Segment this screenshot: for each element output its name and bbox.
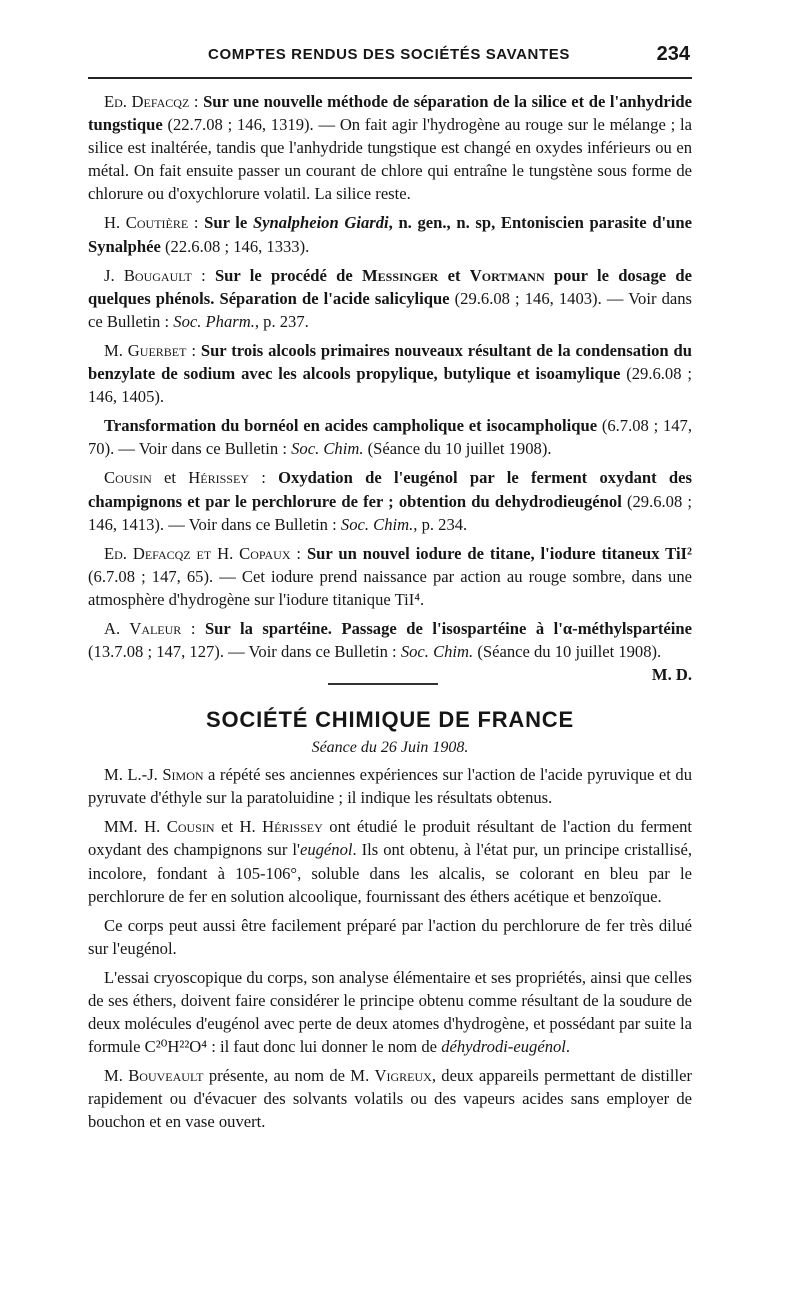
running-title: COMPTES RENDUS DES SOCIÉTÉS SAVANTES (208, 46, 570, 63)
entry-title-name: Vortmann (469, 265, 545, 285)
person-name: Cousin (166, 817, 215, 837)
entry-text: (13.7.08 ; 147, 127). — Voir dans ce Bulletin : (88, 642, 401, 662)
entry-title: Transformation du bornéol en acides campholique et isocampholique (104, 416, 598, 436)
entry-author: J. Bougault (104, 265, 192, 285)
person-name: Bouveault (128, 1066, 204, 1086)
entry-text: (22.7.08 ; 146, 1319). — On fait agir l'hydrogène au rouge sur le mélange ; la silice est inaltérée, tandis que l'anhydride tungstique est changé en oxydes inférieurs ou en métal. On fait ensuite passer un courant de chlore qui entraîne le tungstène sous forme de chlorure ou d'oxychlorure volatil. La silice reste. (88, 115, 692, 204)
paragraph-simon: M. L.-J. Simon a répété ses anciennes expériences sur l'action de l'acide pyruvique et du pyruvate d'éthyle sur la paratoluidine ; il indique les résultats obtenus. (88, 765, 692, 808)
entry-author: H. Coutière (104, 213, 189, 233)
entry-title: Sur la spartéine. Passage de l'isospartéine à l'α-méthylspartéine (204, 618, 692, 638)
entry-title: Oxydation de l'eugénol par le ferment oxydant des champignons et par le perchlorure de fer ; obtention du dehydrodieugénol (88, 468, 692, 511)
section-divider (328, 683, 438, 685)
paragraph-text: L'essai cryoscopique du corps, son analyse élémentaire et ses propriétés, ainsi que celles de ses éthers, doivent faire considérer le principe obtenu comme résultant de la soudure de deux molécules d'eugénol avec perte de deux atomes d'hydrogène, et possédant par suite la formule C²⁰H²²O⁴ : il faut donc lui donner le nom de (88, 967, 692, 1057)
paragraph-cousin-herissey: MM. H. Cousin et H. Hérissey ont étudié le produit résultant de l'action du ferment oxydant des champignons sur l'eugénol. Ils ont obtenu, à l'état pur, un principe cristallisé, incolore, fondant à 105-106°, soluble dans les alcalis, se colorant en bleu par le perchlorure de fer en solution alcoolique, fournissant des éthers acétique et benzoïque. (88, 817, 693, 906)
entry-reference: Soc. Pharm. (173, 311, 255, 331)
paragraph-text: ont étudié le produit résultant de l'action du ferment oxydant des champignons sur l' (88, 817, 692, 860)
entry-author: M. Guerbet (104, 340, 187, 360)
entry-cousin-herissey: Cousin et Hérissey : Oxydation de l'eugénol par le ferment oxydant des champignons et par le perchlorure de fer ; obtention du dehydrodieugénol (29.6.08 ; 146, 1413). — Voir dans ce Bulletin : Soc. Chim., p. 234. (88, 468, 692, 534)
entry-title: Sur le Synalpheion Giardi, n. gen., n. sp, Entoniscien parasite d'une Synalphée (88, 213, 692, 256)
entry-author: Cousin (104, 468, 152, 488)
entry-bougault: J. Bougault : Sur le procédé de Messinger et Vortmann pour le dosage de quelques phénols. Séparation de l'acide salicylique (29.6.08 ; 146, 1403). — Voir dans ce Bulletin : Soc. Pharm., p. 237. (88, 265, 692, 331)
entry-text: (6.7.08 ; 147, 70). — Voir dans ce Bulletin : (88, 416, 693, 459)
entry-title: Sur un nouvel iodure de titane, l'iodure titaneux TiI² (306, 543, 692, 563)
header-rule (88, 77, 692, 79)
paragraph-italic: eugénol (299, 840, 353, 860)
entry-title: Sur le procédé de Messinger et Vortmann pour le dosage de quelques phénols. Séparation de l'acide salicylique (88, 265, 692, 308)
section-divider-wrap (88, 669, 692, 707)
entry-coutiere: H. Coutière : Sur le Synalpheion Giardi, n. gen., n. sp, Entoniscien parasite d'une Synalphée (22.6.08 ; 146, 1333). (88, 213, 692, 256)
entry-defacqz-copaux: Ed. Defacqz et H. Copaux : Sur un nouvel iodure de titane, l'iodure titaneux TiI² (6.7.08 ; 147, 65). — Cet iodure prend naissance par action au rouge sombre, dans une atmosphère d'hydrogène sur l'iodure titanique TiI⁴. (88, 543, 692, 609)
entry-title: Sur trois alcools primaires nouveaux résultant de la condensation du benzylate de sodium avec les alcools propylique, butylique et isoamylique (88, 340, 692, 384)
entry-transformation (88, 414, 692, 460)
paragraph-text-end: . (565, 1037, 571, 1057)
page-header (88, 40, 690, 72)
entry-text-end: , p. 237. (254, 311, 309, 331)
entry-text: (29.6.08 ; 146, 1413). — Voir dans ce Bulletin : (88, 491, 692, 534)
person-name: Vigreux (374, 1066, 432, 1086)
entry-title-italic: Synalpheion Giardi (252, 213, 389, 233)
paragraph-text-end: . Ils ont obtenu, à l'état pur, un principe cristallisé, incolore, fondant à 105-106°, soluble dans les alcalis, se colorant en bleu par le perchlorure de fer en solution alcoolique, fournissant des éthers acétique et benzoïque. (88, 840, 693, 906)
entry-author: Hérissey (188, 468, 249, 488)
entry-author: Ed. Defacqz et H. Copaux (104, 543, 291, 563)
section-title: SOCIÉTÉ CHIMIQUE DE FRANCE (206, 707, 574, 733)
paragraph-text: a répété ses anciennes expériences sur l'action de l'acide pyruvique et du pyruvate d'éthyle sur la paratoluidine ; il indique les résultats obtenus. (88, 765, 692, 808)
entry-author: Ed. Defacqz (104, 92, 190, 111)
paragraph-text: , deux appareils permettant de distiller rapidement ou d'évacuer des solvants volatils ou des vapeurs acides sans employer de bouchon et en vase ouvert. (88, 1066, 692, 1132)
entry-reference: Soc. Chim. (400, 642, 474, 662)
entry-text-end: (Séance du 10 juillet 1908). (363, 439, 552, 459)
paragraph-cryoscopy (88, 966, 692, 1058)
page-body (88, 90, 692, 1140)
person-name: Simon (162, 765, 204, 785)
entry-reference: Soc. Chim. (340, 514, 414, 534)
entry-text: (6.7.08 ; 147, 65). — Cet iodure prend naissance par action au rouge sombre, dans une atmosphère d'hydrogène sur l'iodure titanique TiI⁴. (88, 566, 692, 609)
entry-text: (29.6.08 ; 146, 1405). (88, 364, 692, 407)
paragraph-italic: déhydrodi-eugénol (441, 1037, 566, 1057)
entry-text-end: , p. 234. (413, 514, 468, 534)
paragraph-preparation: Ce corps peut aussi être facilement préparé par l'action du perchlorure de fer très dilué sur l'eugénol. (88, 915, 692, 958)
person-name: Hérissey (262, 817, 323, 837)
page-number: 234 (656, 43, 690, 65)
entry-text: (22.6.08 ; 146, 1333). (160, 236, 310, 256)
entry-author: A. Valeur (104, 618, 182, 638)
entry-title-name: Messinger (361, 265, 439, 285)
session-date: Séance du 26 Juin 1908. (311, 739, 469, 757)
entry-valeur: A. Valeur : Sur la spartéine. Passage de l'isospartéine à l'α-méthylspartéine (13.7.08 ; 147, 127). — Voir dans ce Bulletin : Soc. Chim. (Séance du 10 juillet 1908). M. D. (88, 617, 692, 663)
entry-reference: Soc. Chim. (291, 439, 364, 459)
paragraph-bouveault: M. Bouveault présente, au nom de M. Vigreux, deux appareils permettant de distiller rapidement ou d'évacuer des solvants volatils ou des vapeurs acides sans employer de bouchon et en vase ouvert. (88, 1066, 692, 1132)
entry-guerbet: M. Guerbet : Sur trois alcools primaires nouveaux résultant de la condensation du benzylate de sodium avec les alcools propylique, butylique et isoamylique (29.6.08 ; 146, 1405). (88, 340, 692, 407)
entry-text: (29.6.08 ; 146, 1403). — Voir dans ce Bulletin : (88, 288, 692, 331)
entry-title: Sur une nouvelle méthode de séparation de la silice et de l'anhydride tungstique (88, 92, 692, 135)
signature: M. D. (651, 665, 692, 685)
entry-text-end: (Séance du 10 juillet 1908). (473, 642, 662, 662)
entry-defacqz: Ed. Defacqz : Sur une nouvelle méthode de séparation de la silice et de l'anhydride tungstique (22.7.08 ; 146, 1319). — On fait agir l'hydrogène au rouge sur le mélange ; la silice est inaltérée, tandis que l'anhydride tungstique est changé en oxydes inférieurs ou en métal. On fait ensuite passer un courant de chlore qui entraîne le tungstène sous forme de chlorure ou d'oxychlorure volatil. La silice reste. (88, 92, 692, 204)
